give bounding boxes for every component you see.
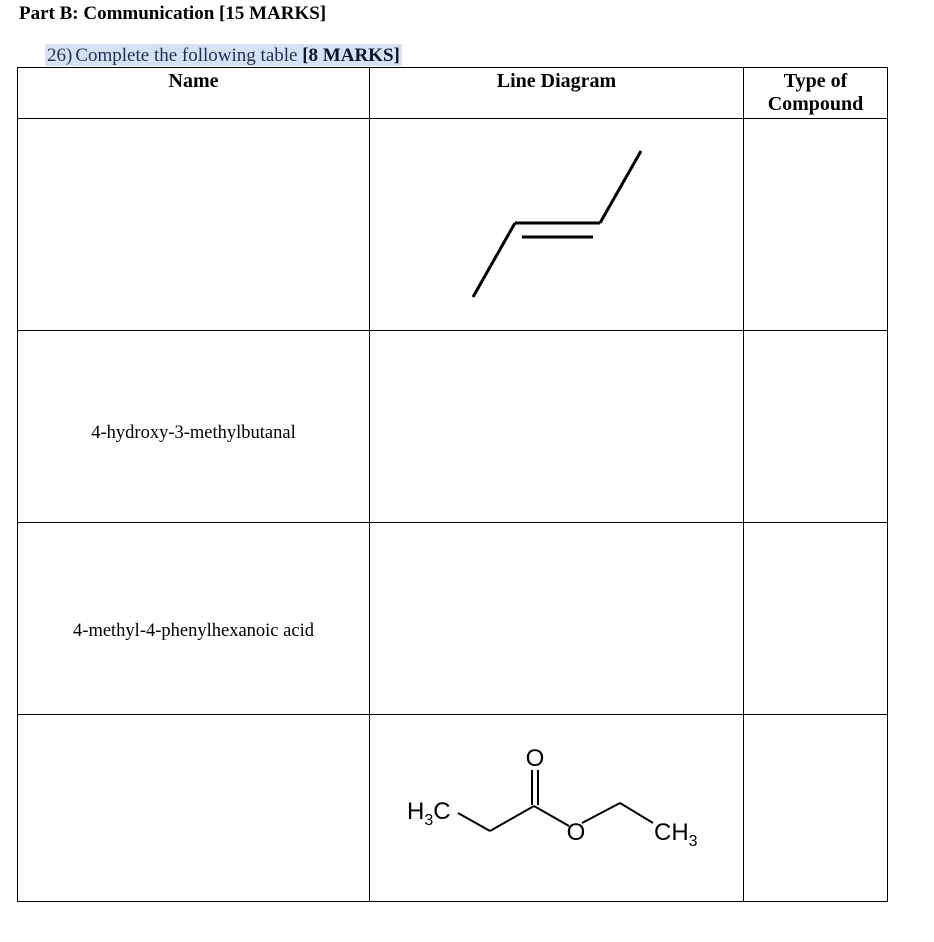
type-cell-empty[interactable] — [744, 331, 888, 523]
name-cell-empty[interactable] — [18, 715, 370, 902]
compound-name: 4-methyl-4-phenylhexanoic acid — [73, 620, 314, 641]
table-header-row — [18, 68, 888, 119]
question-number: 26) — [47, 45, 73, 66]
part-title: Part B: Communication [15 MARKS] — [19, 3, 327, 24]
question-marks: [8 MARKS] — [302, 45, 400, 66]
question-instruction: Complete the following table — [75, 45, 298, 66]
name-cell-empty[interactable] — [18, 119, 370, 331]
ch3-label: $CH_3$ — [654, 819, 698, 850]
bond — [600, 151, 641, 223]
header-type-line2: Compound — [767, 93, 864, 115]
header-type-of-compound — [744, 68, 888, 119]
oxygen-ester-label: O — [566, 819, 586, 846]
bond — [534, 806, 569, 826]
line-diagram-cell — [370, 119, 744, 331]
table-row — [18, 523, 888, 715]
bond — [458, 813, 490, 831]
header-type-line1: Type of — [783, 70, 848, 92]
compound-name: 4-hydroxy-3-methylbutanal — [91, 422, 296, 443]
name-cell — [18, 523, 370, 715]
table-row — [18, 331, 888, 523]
bond — [620, 803, 653, 823]
ethyl-propanoate-structure-diagram — [370, 715, 744, 901]
header-line-diagram: Line Diagram — [370, 68, 744, 119]
answer-table — [17, 67, 888, 902]
bond — [582, 803, 620, 823]
line-diagram-cell-empty[interactable] — [370, 331, 744, 523]
table-row — [18, 119, 888, 331]
line-diagram-cell — [370, 715, 744, 902]
but-2-ene-line-diagram — [370, 119, 744, 330]
bond — [473, 223, 515, 297]
line-diagram-cell-empty[interactable] — [370, 523, 744, 715]
oxygen-carbonyl-label: O — [525, 745, 545, 772]
type-cell-empty[interactable] — [744, 715, 888, 902]
type-cell-empty[interactable] — [744, 523, 888, 715]
h3c-label: $H_3C$ — [407, 798, 451, 829]
bond — [490, 806, 534, 831]
type-cell-empty[interactable] — [744, 119, 888, 331]
header-name: Name — [18, 68, 370, 119]
question-text — [45, 44, 402, 66]
table-row — [18, 715, 888, 902]
name-cell — [18, 331, 370, 523]
